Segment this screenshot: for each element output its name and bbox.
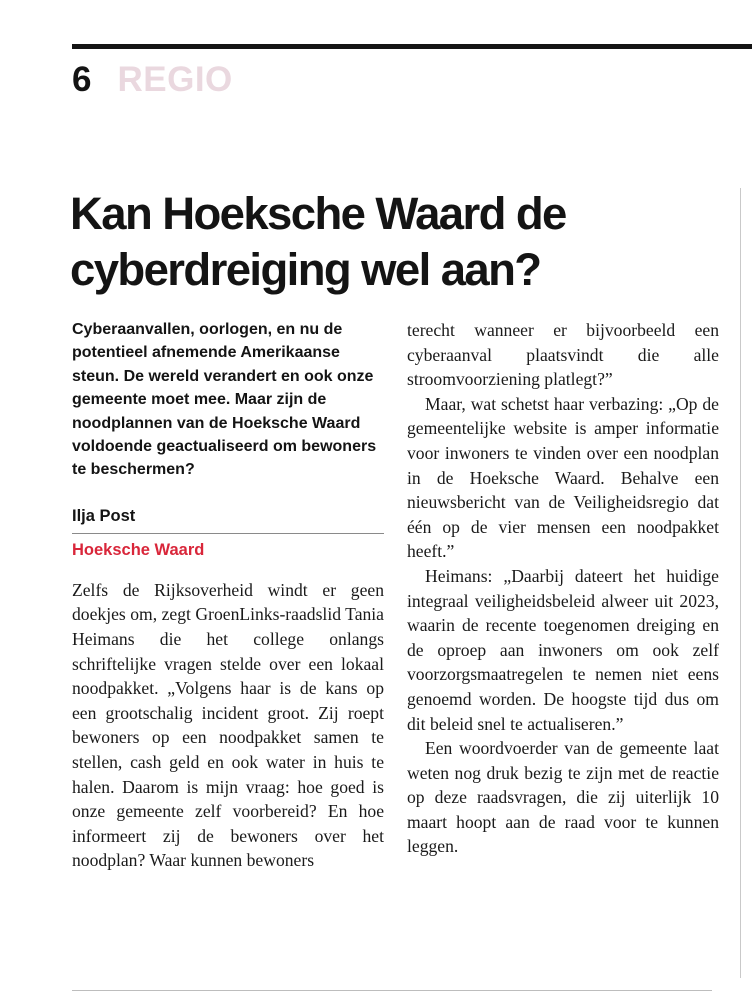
author-byline: Ilja Post [72, 504, 384, 534]
article-headline: Kan Hoeksche Waard de cyberdreiging wel aan? [70, 188, 566, 295]
column-divider [740, 188, 741, 978]
body-paragraph: Zelfs de Rijksoverheid windt er geen doekjes om, zegt GroenLinks-raadslid Tania Heimans die het college onlangs schriftelijke vragen stelde over een lokaal noodpakket. „Volgens haar is de kans op een grootschalig incident groot. Zij roept bewoners op een noodpakket samen te stellen, cash geld en ook water in huis te halen. Daarom is mijn vraag: hoe goed is onze gemeente zelf voorbereid? En hoe informeert zij de bewoners over het noodplan? Waar kunnen bewoners [72, 579, 384, 871]
article-column-left [72, 318, 384, 873]
article-column-right [407, 318, 719, 859]
body-paragraph: Maar, wat schetst haar verbazing: „Op de gemeentelijke website is amper informatie voor inwoners te vinden over een noodplan in de Hoeksche Waard. Behalve een nieuwsbericht van de Veiligheidsregio dat één op de vier mensen een noodpakket heeft.” [407, 393, 719, 562]
section-header [72, 60, 233, 100]
body-paragraph: Een woordvoerder van de gemeente laat weten nog druk bezig te zijn met de reactie op deze raadsvragen, die zij uiterlijk 10 maart hoopt aan de raad voor te kunnen leggen. [407, 738, 719, 857]
page-number: 6 [72, 60, 92, 99]
body-paragraph: terecht wanneer er bijvoorbeeld een cyberaanval plaatsvindt die alle stroomvoorziening platlegt?” [407, 320, 719, 390]
bottom-rule [72, 990, 712, 991]
top-rule [72, 44, 752, 49]
location-tag: Hoeksche Waard [72, 540, 205, 559]
section-name: REGIO [117, 60, 233, 99]
body-paragraph: Heimans: „Daarbij dateert het huidige integraal veiligheidsbeleid alweer uit 2023, waarin de recente toegenomen dreiging en de oproep aan inwoners om ook zelf voorzorgsmaatregelen te nemen niet eens genoemd worden. De hoogste tijd dus om dit beleid snel te actualiseren.” [407, 565, 719, 734]
article-intro: Cyberaanvallen, oorlogen, en nu de potentieel afnemende Amerikaanse steun. De wereld verandert en ook onze gemeente moet mee. Maar zijn de noodplannen van de Hoeksche Waard voldoende geactualiseerd om bewoners te beschermen? [72, 321, 377, 479]
